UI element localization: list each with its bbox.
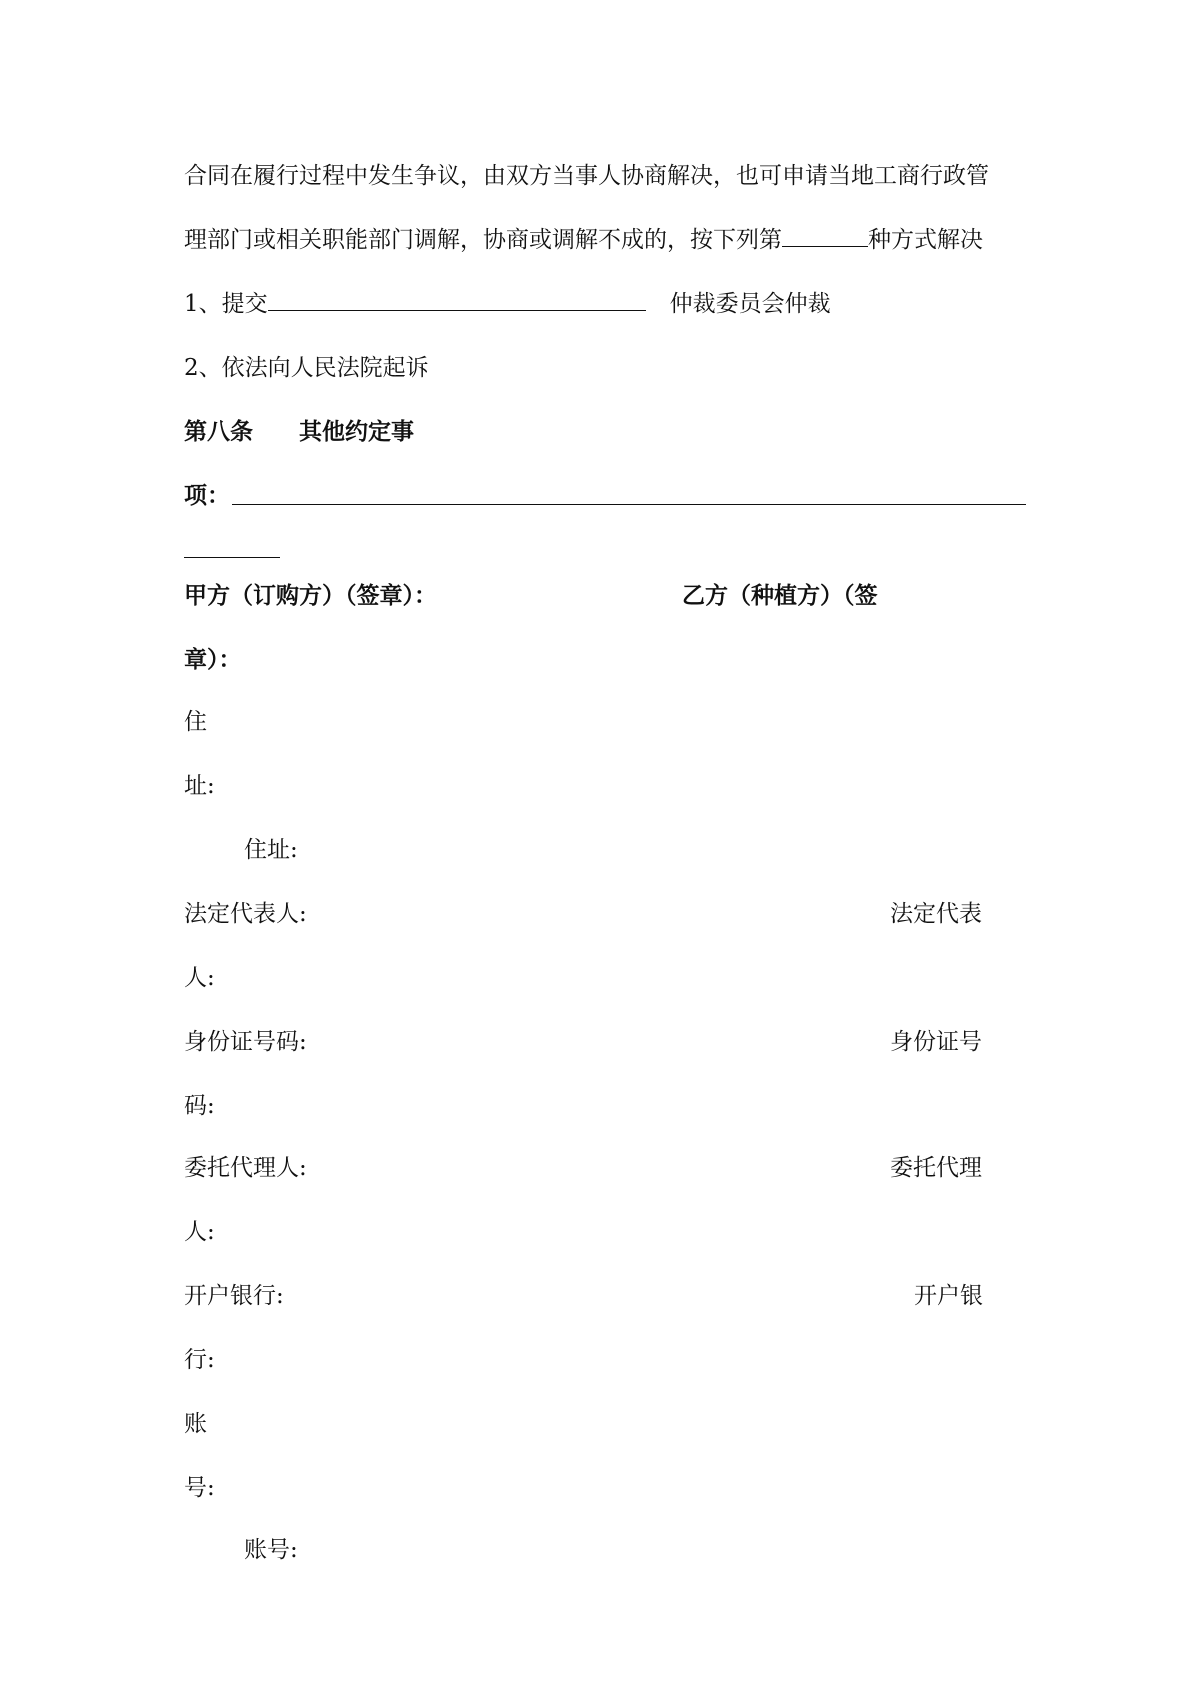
party-a-legal-rep-label: 法定代表人: [184,901,307,927]
party-b-agent-label-1: 委托代理 [890,1155,982,1181]
article-8-label: 项： [184,482,230,509]
party-b-legal-rep-label-2: 人: [184,965,215,991]
party-b-address-label: 住址: [244,837,298,863]
party-b-legal-rep-label-1: 法定代表 [890,901,982,927]
option-1-prefix: 1、提交 [184,291,268,317]
article-8-label-line [184,480,230,512]
paragraph-line-2-text: 理部门或相关职能部门调解，协商或调解不成的，按下列第 [184,227,782,253]
other-terms-blank-line-1[interactable] [232,504,1026,505]
party-b-agent-label-2: 人: [184,1219,215,1245]
party-b-id-label-2: 码: [184,1093,215,1119]
party-b-signature-line-1: 乙方（种植方）（签 [682,582,878,609]
option-1-suffix: 仲裁委员会仲裁 [669,291,831,317]
party-b-bank-label-2: 行: [184,1347,215,1373]
party-a-account-label-1: 账 [184,1411,207,1437]
other-terms-blank-line-2[interactable] [184,557,280,558]
article-8-heading: 第八条 其他约定事 [184,418,414,445]
party-a-signature: 甲方（订购方）（签章）： [184,582,437,609]
party-a-address-label-2: 址: [184,773,215,799]
option-2: 2、依法向人民法院起诉 [184,355,429,381]
paragraph-line-2-after: 种方式解决 [868,227,983,253]
party-b-account-label: 账号: [244,1537,298,1563]
paragraph-line-1: 合同在履行过程中发生争议，由双方当事人协商解决，也可申请当地工商行政管 [184,163,989,189]
party-b-id-label-1: 身份证号 [890,1029,982,1055]
party-a-account-label-2: 号: [184,1475,215,1501]
party-a-id-label: 身份证号码: [184,1029,307,1055]
paragraph-line-2 [184,224,983,256]
arbitration-commission-blank[interactable] [268,288,646,311]
method-number-blank[interactable] [782,224,868,247]
option-1 [184,288,831,320]
party-b-bank-label-1: 开户银 [914,1283,983,1309]
party-a-bank-label: 开户银行: [184,1283,284,1309]
party-a-address-label-1: 住 [184,709,207,735]
party-a-agent-label: 委托代理人: [184,1155,307,1181]
party-b-signature-line-2: 章）： [184,646,242,673]
